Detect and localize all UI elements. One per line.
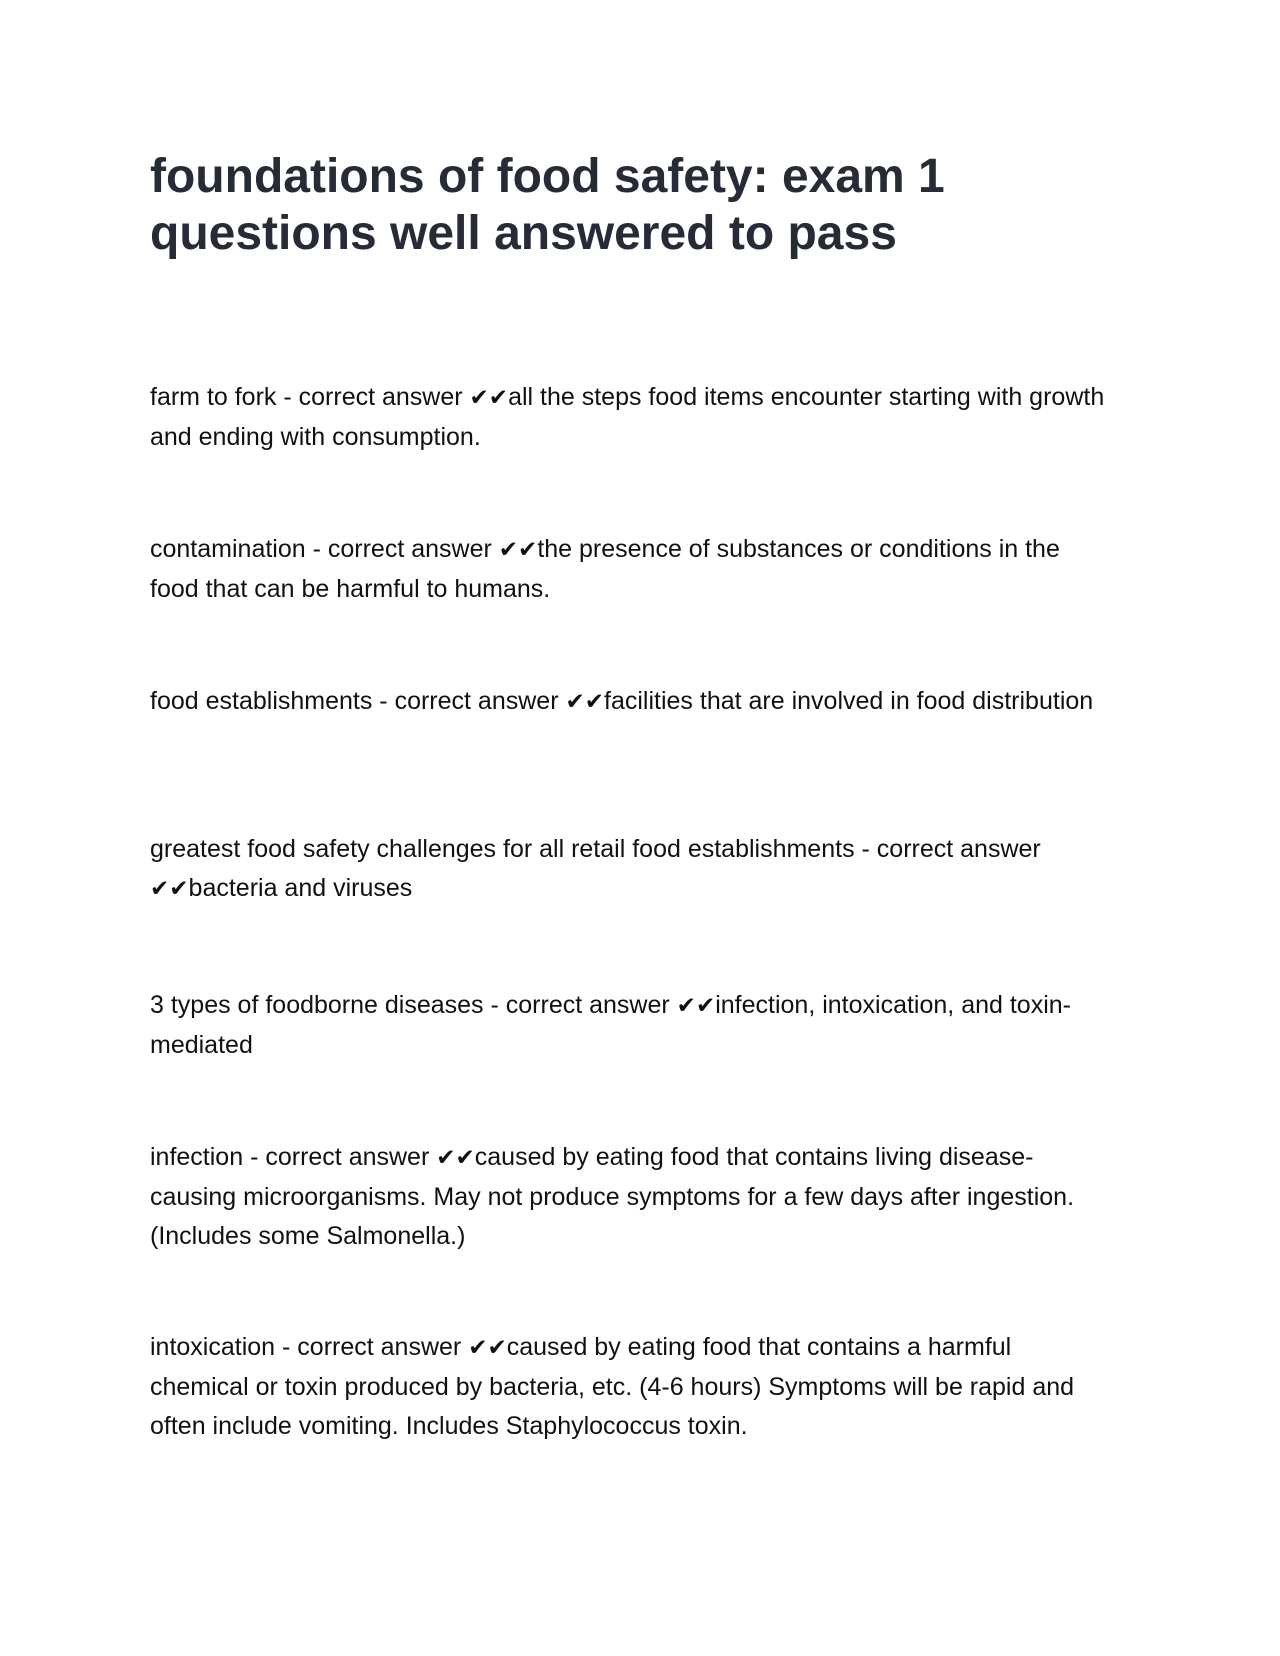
entry-term: greatest food safety challenges for all retail food establishments [150,835,855,863]
document-page [150,148,1130,1440]
entry-intoxication [150,1328,1110,1446]
check-mark-icon: ✔✔ [565,689,605,715]
entry-answer: infection, intoxication, and toxin-mediated [150,991,1071,1059]
document-title: foundations of food safety: exam 1 questions well answered to pass [150,150,945,260]
entry-separator: - correct answer [276,383,470,411]
check-mark-icon: ✔✔ [436,1145,475,1171]
entry-infection [150,1138,1110,1256]
entry-answer: the presence of substances or conditions in the food that can be harmful to humans. [150,535,1060,603]
entry-answer: caused by eating food that contains living disease-causing microorganisms. May not produce symptoms for a few days after ingestion. (Includes some Salmonella.) [150,1143,1075,1250]
check-mark-icon: ✔✔ [498,537,538,563]
entry-separator: - correct answer [854,835,1041,863]
entry-answer: facilities that are involved in food distribution [604,687,1094,715]
entry-contamination [150,530,1110,609]
check-mark-icon: ✔✔ [469,385,509,411]
entry-term: 3 types of foodborne diseases [150,991,484,1019]
entry-term: food establishments [150,687,373,715]
entry-term: contamination [150,535,306,563]
entry-greatest-challenges [150,830,1110,909]
entry-separator: - correct answer [372,687,566,715]
entry-term: intoxication [150,1333,276,1361]
entry-answer: bacteria and viruses [188,874,413,902]
check-mark-icon: ✔✔ [676,993,716,1019]
entry-separator: - correct answer [305,535,499,563]
entry-farm-to-fork [150,378,1110,457]
entry-separator: - correct answer [243,1143,437,1171]
entry-separator: - correct answer [275,1333,469,1361]
entry-answer: all the steps food items encounter starting with growth and ending with consumption. [150,383,1105,451]
entry-term: infection [150,1143,244,1171]
entry-term: farm to fork [150,383,277,411]
entry-food-establishments [150,682,1110,722]
check-mark-icon: ✔✔ [468,1335,507,1361]
entry-separator: - correct answer [483,991,677,1019]
entry-answer: caused by eating food that contains a harmful chemical or toxin produced by bacteria, etc. (4-6 hours) Symptoms will be rapid and often include vomiting. Includes Staphylococcus toxin. [150,1333,1075,1440]
entry-foodborne-diseases [150,986,1110,1065]
check-mark-icon: ✔✔ [150,876,189,902]
